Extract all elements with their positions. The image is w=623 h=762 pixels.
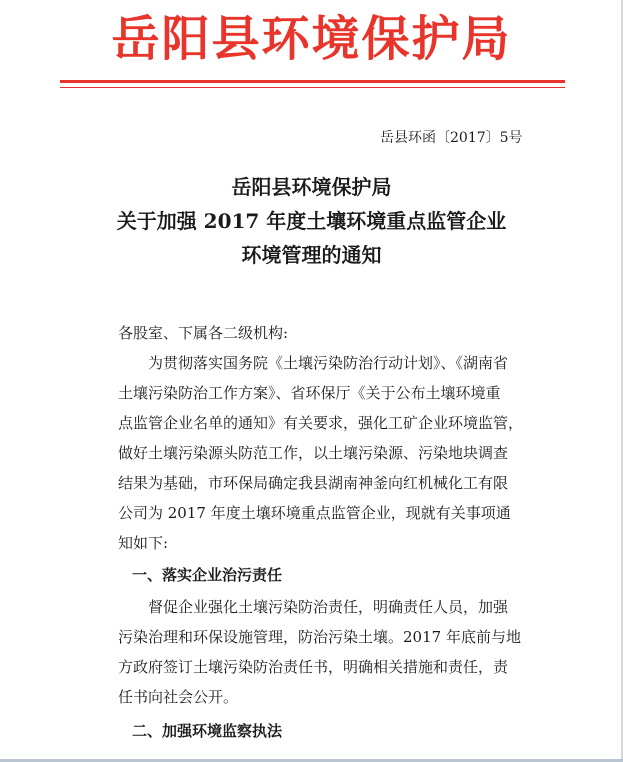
body-line: 公司为 2017 年度土壤环境重点监管企业，现就有关事项通 (118, 504, 511, 522)
document-number: 岳县环函〔2017〕5号 (380, 130, 523, 146)
body-line: 污染治理和环保设施管理，防治污染土壤。2017 年底前与地 (118, 628, 521, 646)
section-heading: 二、加强环境监察执法 (132, 722, 283, 740)
body-line: 做好土壤污染源头防范工作，以土壤污染源、污染地块调查 (118, 444, 509, 462)
document-title-line: 环境管理的通知 (241, 243, 382, 267)
salutation: 各股室、下属各二级机构: (118, 324, 289, 342)
body-line: 任书向社会公开。 (118, 688, 239, 706)
body-line: 结果为基础，市环保局确定我县湖南神釜向红机械化工有限 (118, 474, 509, 492)
body-line: 为贯彻落实国务院《土壤污染防治行动计划》、《湖南省 (148, 354, 509, 372)
letterhead-title: 岳阳县环境保护局 (111, 11, 512, 67)
letterhead-rule-thick (60, 80, 565, 83)
body-line: 知如下: (118, 534, 169, 552)
document-title-line: 关于加强 2017 年度土壤环境重点监管企业 (116, 209, 507, 233)
letterhead-rule-thin (60, 87, 565, 88)
body-line: 方政府签订土壤污染防治责任书，明确相关措施和责任，责 (118, 658, 509, 676)
body-line: 督促企业强化土壤污染防治责任，明确责任人员，加强 (148, 598, 509, 616)
body-line: 土壤污染防治工作方案》、省环保厅《关于公布土壤环境重 (118, 384, 501, 402)
document-title-line: 岳阳县环境保护局 (231, 175, 392, 199)
body-line: 点监管企业名单的通知》有关要求，强化工矿企业环境监管， (118, 414, 524, 432)
section-heading: 一、落实企业治污责任 (132, 566, 283, 584)
